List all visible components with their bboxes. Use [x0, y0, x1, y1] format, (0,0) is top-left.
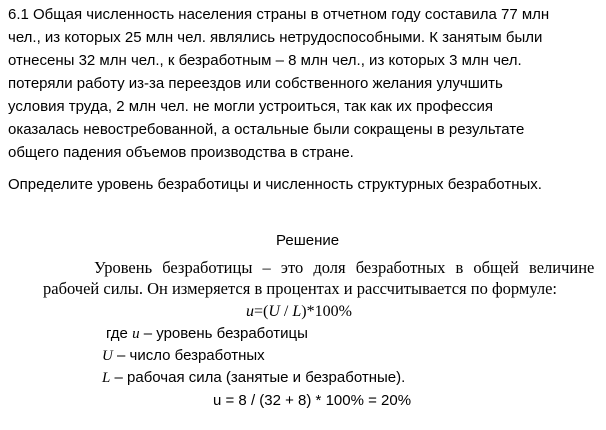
problem-question: Определите уровень безработицы и численность структурных безработных.: [8, 176, 542, 193]
formula-u: U: [268, 303, 280, 320]
problem-line-3: отнесены 32 млн чел., к безработным – 8 млн чел., из которых 3 млн чел.: [8, 52, 522, 69]
unemployment-formula: [246, 303, 352, 321]
problem-line-4: потеряли работу из-за переездов или собственного желания улучшить: [8, 75, 503, 92]
legend-line-u: [106, 325, 308, 343]
legend-symbol-u: u: [132, 326, 140, 342]
solution-heading: Решение: [276, 232, 340, 249]
problem-line-5: условия труда, 2 млн чел. не могли устроиться, так как их профессия: [8, 98, 494, 115]
legend-symbol-L: L: [102, 370, 111, 386]
solution-intro-line-1: Уровень безработицы – это доля безработных в общей величине: [94, 258, 595, 277]
problem-line-2: чел., из которых 25 млн чел. являлись нетрудоспособными. К занятым были: [8, 29, 543, 46]
legend-prefix: где: [106, 325, 133, 342]
legend-text: – число безработных: [112, 347, 265, 364]
legend-line-L: [102, 369, 405, 387]
formula-rest: )*100%: [301, 303, 352, 320]
formula-lhs: u: [246, 303, 254, 320]
legend-line-U: [102, 347, 265, 365]
formula-slash: /: [279, 303, 293, 320]
calculation-line: u = 8 / (32 + 8) * 100% = 20%: [213, 392, 412, 409]
legend-symbol-U: U: [102, 348, 113, 364]
legend-text: – уровень безработицы: [139, 325, 308, 342]
problem-line-6: оказалась невостребованной, а остальные были сокращены в результате: [8, 121, 525, 138]
legend-text: – рабочая сила (занятые и безработные).: [110, 369, 406, 386]
solution-intro-line-2: рабочей силы. Он измеряется в процентах и рассчитывается по формуле:: [43, 279, 557, 298]
problem-line-7: общего падения объемов производства в стране.: [8, 144, 354, 161]
formula-l: L: [292, 303, 302, 320]
problem-line-1: 6.1 Общая численность населения страны в отчетном году составила 77 млн: [8, 6, 550, 23]
formula-eq: =(: [254, 303, 269, 320]
